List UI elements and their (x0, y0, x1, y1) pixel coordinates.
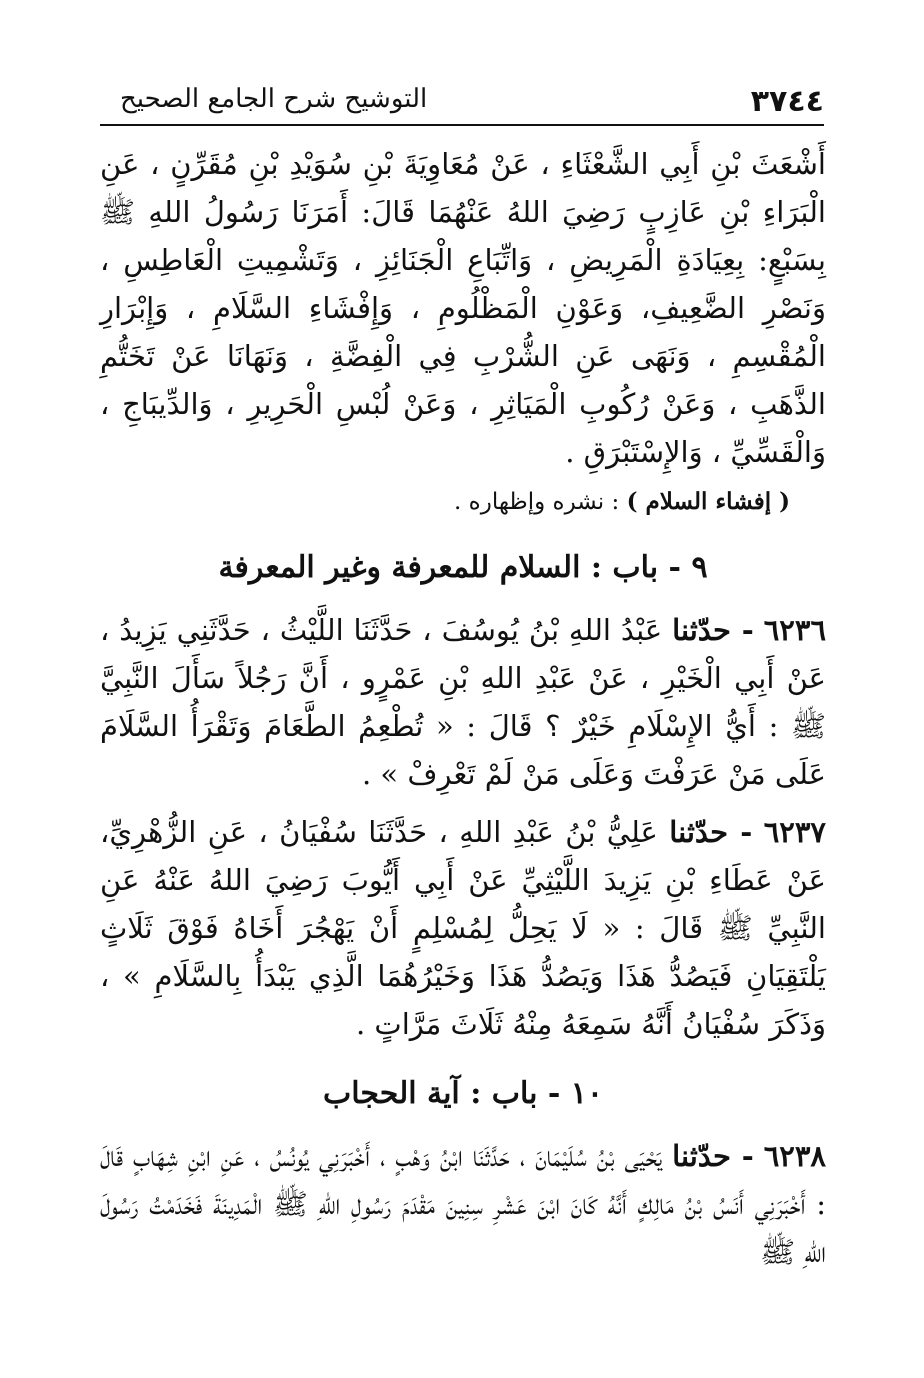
hadith-paragraph (100, 606, 826, 798)
hadith-text: عَلِيُّ بْنُ عَبْدِ اللهِ ، حَدَّثَنَا سُفْيَانُ ، عَنِ الزُّهْرِيِّ، عَنْ عَطَاءِ بْنِ يَزِيدَ اللَّيْثِيِّ عَنْ أَبِي أَيُّوبَ رَضِيَ اللهُ عَنْهُ عَنِ النَّبِيِّ ﷺ قَالَ : « لَا يَحِلُّ لِمُسْلِمٍ أَنْ يَهْجُرَ أَخَاهُ فَوْقَ ثَلَاثٍ يَلْتَقِيَانِ فَيَصُدُّ هَذَا وَيَصُدُّ هَذَا وَخَيْرُهُمَا الَّذِي يَبْدَأُ بِالسَّلَامِ » ، وَذَكَرَ سُفْيَانُ أَنَّهُ سَمِعَهُ مِنْهُ ثَلَاثَ مَرَّاتٍ . (100, 815, 826, 1041)
hadith-number: ٦٢٣٧ (763, 815, 827, 849)
note-term: ( إفشاء السلام ) (626, 488, 790, 515)
explanatory-note (100, 482, 826, 522)
hadith-paragraph (100, 1132, 826, 1276)
hadith-text: عَبْدُ اللهِ بْنُ يُوسُفَ ، حَدَّثَنَا اللَّيْثُ ، حَدَّثَنِي يَزِيدُ ، عَنْ أَبِي الْخَيْرِ ، عَنْ عَبْدِ اللهِ بْنِ عَمْرٍو ، أَنَّ رَجُلاً سَأَلَ النَّبِيَّ ﷺ : أَيُّ الإِسْلَامِ خَيْرٌ ؟ قَالَ : « تُطْعِمُ الطَّعَامَ وَتَقْرَأُ السَّلَامَ عَلَى مَنْ عَرَفْتَ وَعَلَى مَنْ لَمْ تَعْرِفْ » . (100, 613, 826, 791)
hadith-lead: - حدّثنا (672, 1139, 754, 1173)
hadith-number: ٦٢٣٨ (763, 1139, 827, 1173)
running-title: التوشيح شرح الجامع الصحيح (120, 84, 428, 114)
hadith-paragraph (100, 808, 826, 1048)
page-number: ٣٧٤٤ (750, 84, 824, 119)
page-header (100, 78, 824, 118)
hadith-number: ٦٢٣٦ (763, 613, 827, 647)
page-body (100, 140, 826, 1276)
hadith-text: يَحْيَى بْنُ سُلَيْمَانَ ، حَدَّثَنَا ابْنُ وَهْبٍ ، أَخْبَرَنِي يُونُسُ ، عَنِ ابْنِ شِهَابٍ قَالَ : أَخْبَرَنِي أَنَسُ بْنُ مَالِكٍ أَنَّهُ كَانَ ابْنَ عَشْرِ سِنِينَ مَقْدَمَ رَسُولِ اللهِ ﷺ الْمَدِينَةَ فَخَدَمْتُ رَسُولَ اللهِ ﷺ (100, 1139, 826, 1269)
chapter-heading: ١٠ - باب : آية الحجاب (322, 1076, 604, 1111)
header-rule (100, 124, 824, 126)
hadith-lead: - حدّثنا (669, 815, 753, 849)
hadith-lead: - حدّثنا (672, 613, 754, 647)
note-text: : نشره وإظهاره . (454, 489, 620, 515)
paragraph-gap (100, 798, 826, 808)
continuation-paragraph: أَشْعَثَ بْنِ أَبِي الشَّعْثَاءِ ، عَنْ مُعَاوِيَةَ بْنِ سُوَيْدِ بْنِ مُقَرِّنٍ ، عَنِ الْبَرَاءِ بْنِ عَازِبٍ رَضِيَ اللهُ عَنْهُمَا قَالَ: أَمَرَنَا رَسُولُ اللهِ ﷺ بِسَبْعٍ: بِعِيَادَةِ الْمَرِيضِ ، وَاتِّبَاعِ الْجَنَائِزِ ، وَتَشْمِيتِ الْعَاطِسِ ، وَنَصْرِ الضَّعِيفِ، وَعَوْنِ الْمَظْلُومِ ، وَإِفْشَاءِ السَّلَامِ ، وَإِبْرَارِ الْمُقْسِمِ ، وَنَهَى عَنِ الشُّرْبِ فِي الْفِضَّةِ ، وَنَهَانَا عَنْ تَخَتُّمِ الذَّهَبِ ، وَعَنْ رُكُوبِ الْمَيَاثِرِ ، وَعَنْ لُبْسِ الْحَرِيرِ ، وَالدِّيبَاجِ ، وَالْقَسِّيِّ ، وَالإِسْتَبْرَقِ . (100, 147, 826, 469)
chapter-heading: ٩ - باب : السلام للمعرفة وغير المعرفة (218, 550, 708, 585)
